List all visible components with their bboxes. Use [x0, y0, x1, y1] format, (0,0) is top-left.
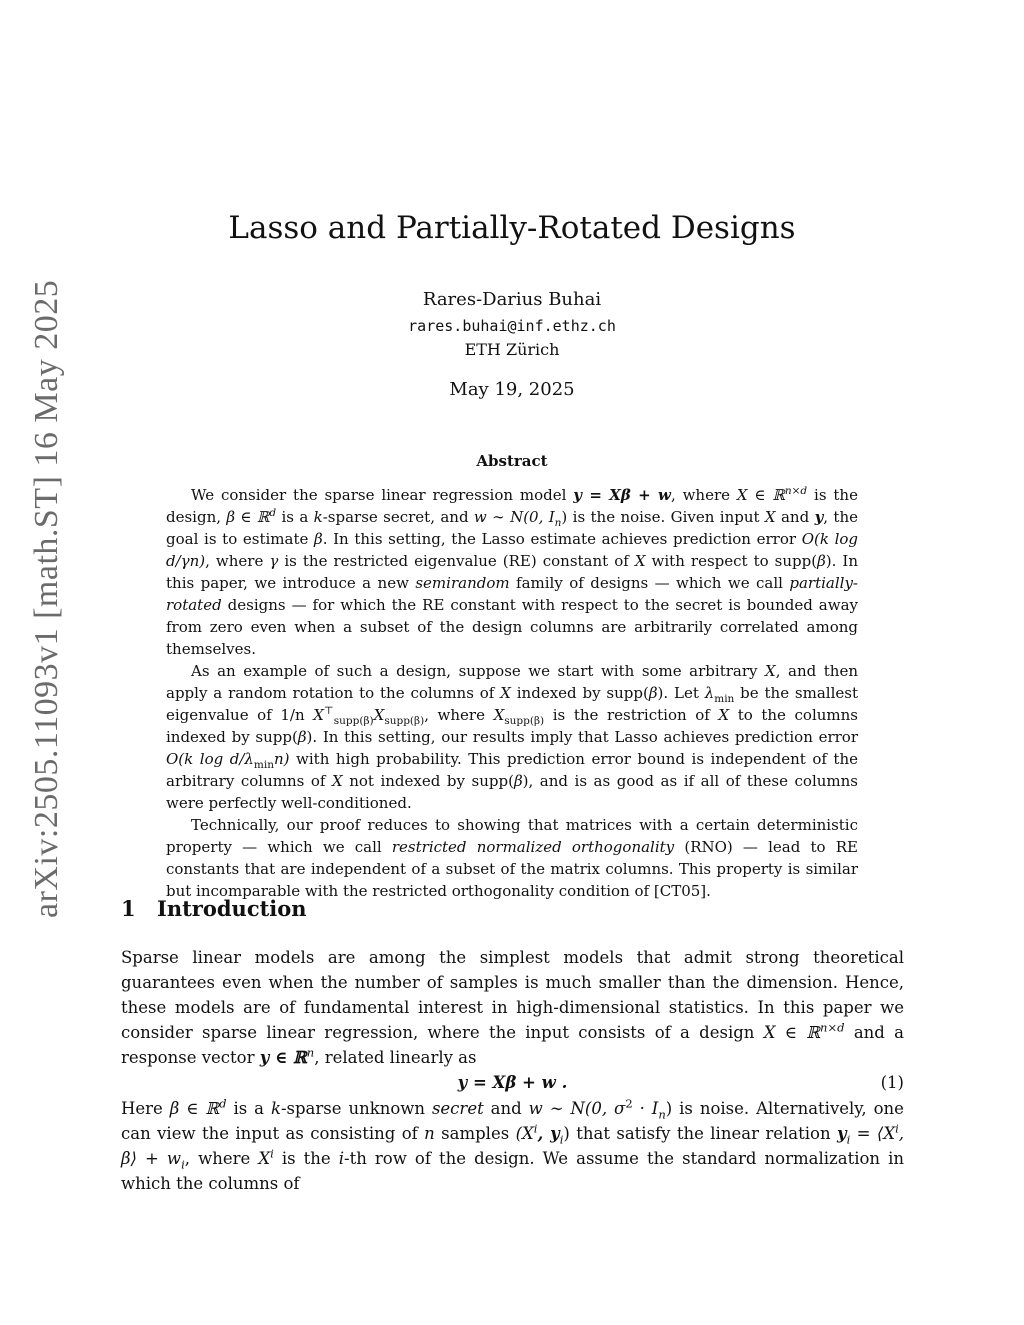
paper-date: May 19, 2025 — [449, 379, 575, 400]
paper-title: Lasso and Partially-Rotated Designs — [228, 210, 796, 246]
equation-1 — [121, 1070, 904, 1096]
section-title: Introduction — [157, 896, 307, 921]
arxiv-identifier-stamp: arXiv:2505.11093v1 [math.ST] 16 May 2025 — [28, 279, 65, 918]
author-name: Rares-Darius Buhai — [422, 289, 602, 310]
abstract-paragraph: As an example of such a design, suppose we start with some arbitrary X, and then apply a random rotation to the columns of X indexed by supp(β). Let $\lambda_{min}$ be the smallest eigenvalue of 1/n $X^⊤_{supp(\beta)}X_{supp(\beta)}$, where $X_{supp(\beta)}$ is the restriction of X to the columns indexed by supp(β). In this setting, our results imply that Lasso achieves prediction error O(k $\log d/\lambda_{min}n$) with high probability. This prediction error bound is independent of the arbitrary columns of X not indexed by supp(β), and is as good as if all of these columns were perfectly well-conditioned. — [166, 662, 858, 812]
abstract-paragraph: We consider the sparse linear regression model y = Xβ + w, where X ∈ ℝ$^{n\times d}$ is the design, β ∈ ℝ$^d$ is a k-sparse secret, and w ∼ N(0, $I_n$) is the noise. Given input X and y, the goal is to estimate β. In this setting, the Lasso estimate achieves prediction error O(k log d/γn), where γ is the restricted eigenvalue (RE) constant of X with respect to supp(β). In this paper, we introduce a new semirandom family of designs — which we call partially-rotated designs — for which the RE constant with respect to the secret is bounded away from zero even when a subset of the design columns are arbitrarily correlated among themselves. — [166, 485, 859, 658]
section-number: 1 — [121, 896, 136, 921]
introduction-body — [121, 945, 904, 1196]
abstract-paragraph: Technically, our proof reduces to showing that matrices with a certain deterministic property — which we call restricted normalized orthogonality (RNO) — lead to RE constants that are independent of a subset of the matrix columns. This property is similar but incomparable with the restricted orthogonality condition of [CT05]. — [166, 816, 858, 900]
author-affiliation: ETH Zürich — [464, 340, 560, 359]
equation-body: y = Xβ + w . — [457, 1073, 568, 1092]
abstract-body — [166, 484, 858, 902]
equation-number: (1) — [880, 1073, 904, 1092]
author-email: rares.buhai@inf.ethz.ch — [408, 317, 616, 335]
body-paragraph: Sparse linear models are among the simplest models that admit strong theoretical guarantees even when the number of samples is much smaller than the dimension. Hence, these models are of fundamental interest in high-dimensional statistics. In this paper we consider sparse linear regression, where the input consists of a design X ∈ ℝ$^{n\times d}$ and a response vector y ∈ ℝ$^n$, related linearly as — [121, 948, 904, 1067]
section-heading-introduction — [121, 896, 307, 921]
abstract-heading: Abstract — [476, 452, 548, 470]
body-paragraph: Here β ∈ ℝ$^d$ is a k-sparse unknown secret and w ∼ N(0, $\sigma^2 \cdot I_n$) is noise. Alternatively, one can view the input as consisting of n samples ($X^i$, $y_i$) that satisfy the linear relation $y_i$ = $⟨X^i$, β⟩ + $w_i$, where $X^i$ is the i-th row of the design. We assume the standard normalization in which the columns of — [121, 1096, 905, 1193]
